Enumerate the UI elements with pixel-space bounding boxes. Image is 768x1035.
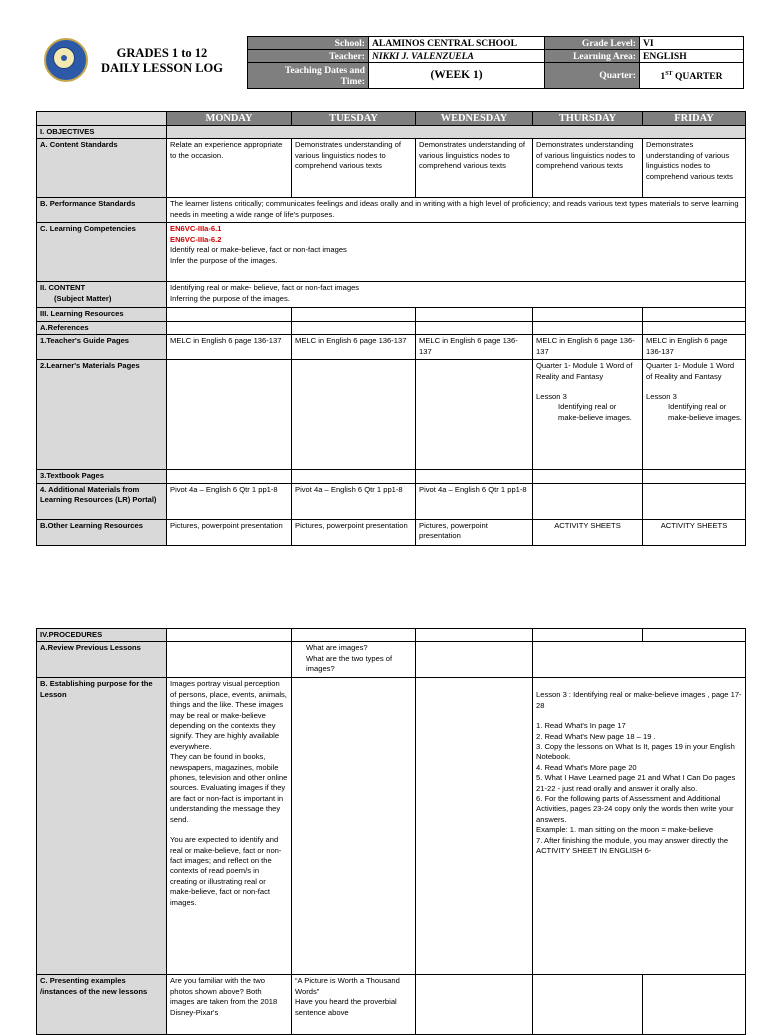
day-tuesday: TUESDAY <box>292 112 416 126</box>
teachers-guide-label: 1.Teacher's Guide Pages <box>37 335 167 360</box>
day-monday: MONDAY <box>167 112 292 126</box>
title-line-2: DAILY LESSON LOG <box>100 60 224 75</box>
other-wed: Pictures, powerpoint presentation <box>416 519 533 545</box>
lesson-log-table <box>36 111 746 546</box>
tg-thu: MELC in English 6 page 136-137 <box>533 335 643 360</box>
performance-standards: The learner listens critically; communicates feelings and ideas orally and in writing with a high level of proficiency; and reads various text types materials to serve learning needs in meeting a wide range of life's purposes. <box>167 198 746 223</box>
other-fri: ACTIVITY SHEETS <box>643 519 746 545</box>
lm-thu: Quarter 1- Module 1 Word of Reality and Fantasy Lesson 3 Identifying real or make-believe images. <box>533 360 643 470</box>
purpose-mon: Images portray visual perception of persons, place, events, animals, things and the like. These images may be real or make-believe depending on the contexts they signify. They are highly available everywhere. They can be found in books, newspapers, magazines, mobile phones, television and other online sources. Evaluating images if they are fact or non-fact is important in understanding the message they send. You are expected to identify and real or make-believe, fact or non-fact images; and reflect on the contexts of read poem/s in creating or illustrating real or make-believe, fact or non-fact images. <box>167 678 292 975</box>
grade-label: Grade Level: <box>545 37 640 50</box>
tg-wed: MELC in English 6 page 136-137 <box>416 335 533 360</box>
tg-fri: MELC in English 6 page 136-137 <box>643 335 746 360</box>
header-info-table <box>247 36 744 89</box>
procedures-table <box>36 628 746 1035</box>
dates-label: Teaching Dates and Time: <box>248 63 369 89</box>
day-wednesday: WEDNESDAY <box>416 112 533 126</box>
quarter-label: Quarter: <box>545 63 640 89</box>
area-value: ENGLISH <box>640 50 744 63</box>
learning-resources-heading: III. Learning Resources <box>37 308 167 321</box>
purpose-label: B. Establishing purpose for the Lesson <box>37 678 167 975</box>
other-thu: ACTIVITY SHEETS <box>533 519 643 545</box>
purpose-thu: Lesson 3 : Identifying real or make-believe images , page 17-28 1. Read What's In page 17 2. Read What's New page 18 – 19 . 3. Copy the lessons on What Is It, pages 19 in your English Notebook. 4. Read What's More page 20 5. What I Have Learned page 21 and What I Can Do pages 21-22 - just read orally and answer it orally also. 6. For the following parts of Assessment and Additional Activities, pages 23-24 copy only the words then write your answers. Example: 1. man sitting on the moon = make-believe 7. After finishing the module, you may answer directly the ACTIVITY SHEET IN ENGLISH 6- <box>533 678 746 975</box>
learning-competencies-label: C. Learning Competencies <box>37 223 167 282</box>
learning-competencies <box>167 223 746 282</box>
learners-materials-label: 2.Learner's Materials Pages <box>37 360 167 470</box>
day-friday: FRIDAY <box>643 112 746 126</box>
content-standard-thu: Demonstrates understanding of various linguistics nodes to comprehend various texts <box>533 139 643 198</box>
presenting-mon: Are you familiar with the two photos shown above? Both images are taken from the 2018 Disney-Pixar's <box>167 975 292 1035</box>
day-thursday: THURSDAY <box>533 112 643 126</box>
teacher-label: Teacher: <box>248 50 369 63</box>
presenting-label: C. Presenting examples /instances of the new lessons <box>37 975 167 1035</box>
teacher-value: NIKKI J. VALENZUELA <box>369 50 545 63</box>
competency-2: Infer the purpose of the images. <box>170 255 278 265</box>
competency-1: Identify real or make-believe, fact or non-fact images <box>170 245 347 255</box>
grade-value: VI <box>640 37 744 50</box>
area-label: Learning Area: <box>545 50 640 63</box>
textbook-pages-label: 3.Textbook Pages <box>37 470 167 483</box>
other-mon: Pictures, powerpoint presentation <box>167 519 292 545</box>
deped-logo <box>44 38 88 82</box>
header-title <box>92 46 232 75</box>
review-label: A.Review Previous Lessons <box>37 642 167 678</box>
competency-code-2: EN6VC-IIIa-6.2 <box>170 234 222 244</box>
content-label: II. CONTENT (Subject Matter) <box>37 282 167 308</box>
content-value: Identifying real or make- believe, fact or non-fact images Inferring the purpose of the images. <box>167 282 746 308</box>
content-standard-tue: Demonstrates understanding of various linguistics nodes to comprehend various texts <box>292 139 416 198</box>
content-standard-fri: Demonstrates understanding of various linguistics nodes to comprehend various texts <box>643 139 746 198</box>
additional-wed: Pivot 4a – English 6 Qtr 1 pp1-8 <box>416 483 533 519</box>
review-tue: What are images? What are the two types of images? <box>292 642 416 678</box>
dates-value: (WEEK 1) <box>369 63 545 89</box>
school-value: ALAMINOS CENTRAL SCHOOL <box>369 37 545 50</box>
presenting-tue: “A Picture is Worth a Thousand Words” Have you heard the proverbial sentence above <box>292 975 416 1035</box>
content-standard-wed: Demonstrates understanding of various linguistics nodes to comprehend various texts <box>416 139 533 198</box>
additional-tue: Pivot 4a – English 6 Qtr 1 pp1-8 <box>292 483 416 519</box>
content-standard-mon: Relate an experience appropriate to the occasion. <box>167 139 292 198</box>
additional-mon: Pivot 4a – English 6 Qtr 1 pp1-8 <box>167 483 292 519</box>
school-label: School: <box>248 37 369 50</box>
other-resources-label: B.Other Learning Resources <box>37 519 167 545</box>
content-standards-label: A. Content Standards <box>37 139 167 198</box>
performance-standards-label: B. Performance Standards <box>37 198 167 223</box>
title-line-1: GRADES 1 to 12 <box>116 46 208 60</box>
tg-tue: MELC in English 6 page 136-137 <box>292 335 416 360</box>
other-tue: Pictures, powerpoint presentation <box>292 519 416 545</box>
objectives-heading: I. OBJECTIVES <box>37 126 167 139</box>
competency-code-1: EN6VC-IIIa-6.1 <box>170 224 222 234</box>
tg-mon: MELC in English 6 page 136-137 <box>167 335 292 360</box>
references-label: A.References <box>37 321 167 334</box>
procedures-heading: IV.PROCEDURES <box>37 629 167 642</box>
lm-fri: Quarter 1- Module 1 Word of Reality and Fantasy Lesson 3 Identifying real or make-believe images. <box>643 360 746 470</box>
additional-materials-label: 4. Additional Materials from Learning Resources (LR) Portal) <box>37 483 167 519</box>
quarter-value: 1ST QUARTER <box>640 63 744 89</box>
